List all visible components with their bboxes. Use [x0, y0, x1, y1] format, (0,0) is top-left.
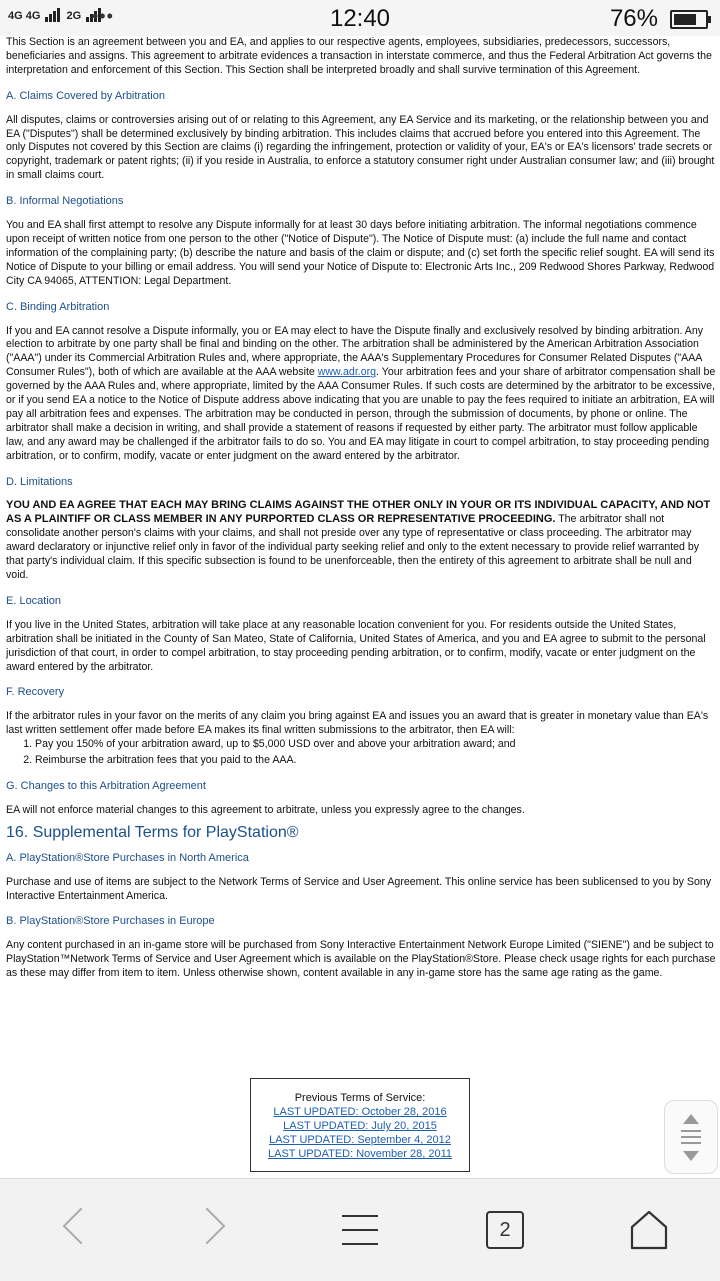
section-c-text-part2: . Your arbitration fees and your share of arbitrator compensation shall be governed by the AAA Rules and, where appropriate, limited by the AAA Consumer Rules. If such costs are determined by the arbitrator to be excessive, or if you send EA a notice to the Notice of Dispute address above indicating that you are unable to pay the fees required to initiate an arbitration, EA will pay all arbitration fees and expenses. The arbitration may be conducted in person, through the submission of documents, by phone or online. The arbitrator shall make a decision in writing, and shall provide a statement of reasons if requested by either party. The arbitrator must follow applicable law, and any award may be challenged if the arbitrator fails to do so. You and EA may litigate in court to compel arbitration, to stay proceeding pending arbitration, or to confirm, modify, vacate or enter judgment on the award entered by the arbitrator. [6, 366, 716, 462]
scroll-up-icon[interactable] [683, 1114, 699, 1124]
section-c-title: C. Binding Arbitration [6, 300, 110, 313]
section-g-text: EA will not enforce material changes to this agreement to arbitrate, unless you expressly agree to the changes. [6, 803, 525, 816]
battery-percent: 76% [609, 5, 658, 32]
browser-nav-bar [0, 1178, 720, 1281]
adr-link[interactable]: www.adr.org [317, 366, 377, 379]
section-a-text: All disputes, claims or controversies arising out of or relating to this Agreement, any EA Service and its marketing, or the relationship between you and EA ("Disputes") shall be determined exclusively by binding arbitration. This includes claims that accrued before you entered into this Agreement. The only Disputes not covered by this Section are claims (i) regarding the infringement, protection or validity of your, EA's or EA's licensors' trade secrets or copyright, trademark or patent rights; (ii) if you reside in Australia, to enforce a statutory consumer right under Australian consumer law; and (iii) brought in small claims court. [6, 113, 715, 182]
scroll-down-icon[interactable] [683, 1151, 699, 1161]
section-a-title: A. Claims Covered by Arbitration [6, 89, 165, 102]
tab-count-badge: 2 [486, 1211, 524, 1249]
section-b-text: You and EA shall first attempt to resolve any Dispute informally for at least 30 days before initiating arbitration. The informal negotiations commence upon receipt of written notice from one person to the other ("Notice of Dispute"). The Notice of Dispute must: (a) include the full name and contact information of the complaining party; (b) describe the nature and basis of the claim or dispute; and (c) set forth the specific relief sought. EA will send its Notice of Dispute to your billing or email address. You will send your Notice of Dispute to: Electronic Arts Inc., 209 Redwood Shores Parkway, Redwood City CA 94065, ATTENTION: Legal Department. [6, 219, 715, 287]
section-16-title: 16. Supplemental Terms for PlayStation® [6, 823, 299, 841]
scroll-bar-line [681, 1136, 701, 1138]
status-bar [0, 0, 720, 36]
scroll-bar-line [681, 1142, 701, 1144]
forward-arrow-icon [189, 1208, 226, 1245]
previous-terms-box [250, 1078, 470, 1172]
clock: 12:40 [329, 5, 391, 32]
section-c-text [6, 325, 716, 464]
section-d-text [6, 499, 716, 582]
section-16b-text: Any content purchased in an in-game store will be purchased from Sony Interactive Entertainment Network Europe Limited ("SIENE") and be subject to PlayStation™Network Terms of Service and User Agreement which is available on the PlayStation®Store. Please check usage rights for each purchase as these may differ from item to item. Unless otherwise shown, content available in any in-game store has the same age rating as the game. [6, 939, 716, 980]
page-content[interactable] [6, 36, 716, 1178]
section-e-title: E. Location [6, 594, 62, 607]
intro-paragraph: This Section is an agreement between you and EA, and applies to our respective agents, employees, subsidiaries, predecessors, successors, beneficiaries and assigns. This agreement to arbitrate evidences a transaction in interstate commerce, and thus the Federal Arbitration Act governs the interpretation and enforcement of this Section. This Section shall be interpreted broadly and shall survive termination of this Agreement. [6, 36, 712, 76]
list-item: 2. Reimburse the arbitration fees that you paid to the AAA. [35, 754, 716, 768]
previous-terms-link-2015[interactable]: LAST UPDATED: July 20, 2015 [283, 1120, 437, 1132]
battery-icon [670, 10, 708, 29]
network-label-left: 4G 4G [8, 10, 41, 22]
section-d-rest: The arbitrator shall not consolidate another person's claims with your claims, and shall not preside over any type of representative or class proceeding. The arbitrator may award declaratory or injunctive relief only in favor of the individual party seeking relief and only to the extent necessary to provide relief warranted by that party's individual claim. If this specific subsection is found to be unenforceable, then the entirety of this agreement to arbitrate shall be null and void. [6, 513, 700, 581]
previous-terms-link-2011[interactable]: LAST UPDATED: November 28, 2011 [267, 1148, 453, 1160]
section-g-title: G. Changes to this Arbitration Agreement [6, 779, 206, 792]
previous-terms-link-2016[interactable]: LAST UPDATED: October 28, 2016 [273, 1106, 447, 1118]
section-16b-title: B. PlayStation®Store Purchases in Europe [6, 915, 215, 928]
section-b-title: B. Informal Negotiations [6, 195, 124, 208]
section-f-text: If the arbitrator rules in your favor on the merits of any claim you bring against EA and issues you an award that is greater in monetary value than EA's last written settlement offer made before EA makes its final written submissions to the arbitrator, then EA will: [6, 710, 709, 737]
forward-button[interactable] [166, 1179, 266, 1281]
previous-terms-heading: Previous Terms of Service: [294, 1092, 426, 1104]
section-d-title: D. Limitations [6, 475, 73, 488]
section-c-text-part1: If you and EA cannot resolve a Dispute informally, you or EA may elect to have the Dispute finally and exclusively resolved by binding arbitration. Any election to arbitrate by one party shall be final and binding on the other. The arbitration shall be administered by the American Arbitration Association ("AAA") under its Commercial Arbitration Rules and, where appropriate, the AAA's Supplementary Procedures for Consumer Related Disputes ("AAA Consumer Rules"), both of which are available at the AAA website [6, 324, 704, 379]
recovery-list [6, 738, 716, 768]
section-e-text: If you live in the United States, arbitration will take place at any reasonable location convenient for you. For residents outside the United States, arbitration shall be initiated in the County of San Mateo, State of California, United States of America, and you and EA agree to submit to the personal jurisdiction of that court, in order to compel arbitration, to stay proceeding pending arbitration, or to confirm, modify, vacate or enter judgment on the award entered by the arbitrator. [6, 618, 706, 673]
list-item: 1. Pay you 150% of your arbitration award, up to $5,000 USD over and above your arbitration award; and [35, 738, 716, 752]
scroll-control[interactable] [664, 1100, 718, 1174]
section-16a-text: Purchase and use of items are subject to the Network Terms of Service and User Agreement. This online service has been sublicensed to you by Sony Interactive Entertainment America. [6, 875, 712, 902]
more-notifications-icon: ••• [92, 6, 114, 26]
previous-terms-link-2012[interactable]: LAST UPDATED: September 4, 2012 [269, 1134, 451, 1146]
tabs-button[interactable] [454, 1179, 554, 1281]
home-icon [629, 1209, 669, 1251]
network-label-right: 2G [66, 10, 82, 22]
section-16a-title: A. PlayStation®Store Purchases in North America [6, 851, 249, 864]
home-button[interactable] [598, 1179, 698, 1281]
back-arrow-icon [63, 1208, 100, 1245]
section-f-title: F. Recovery [6, 686, 65, 699]
back-button[interactable] [24, 1179, 124, 1281]
scroll-bar-line [681, 1130, 701, 1132]
menu-button[interactable] [312, 1179, 412, 1281]
section-d-bold: YOU AND EA AGREE THAT EACH MAY BRING CLAIMS AGAINST THE OTHER ONLY IN YOUR OR ITS INDIVIDUAL CAPACITY, AND NOT AS A PLAINTIFF OR CLASS MEMBER IN ANY PURPORTED CLASS OR REPRESENTATIVE PROCEEDING. [6, 499, 711, 526]
